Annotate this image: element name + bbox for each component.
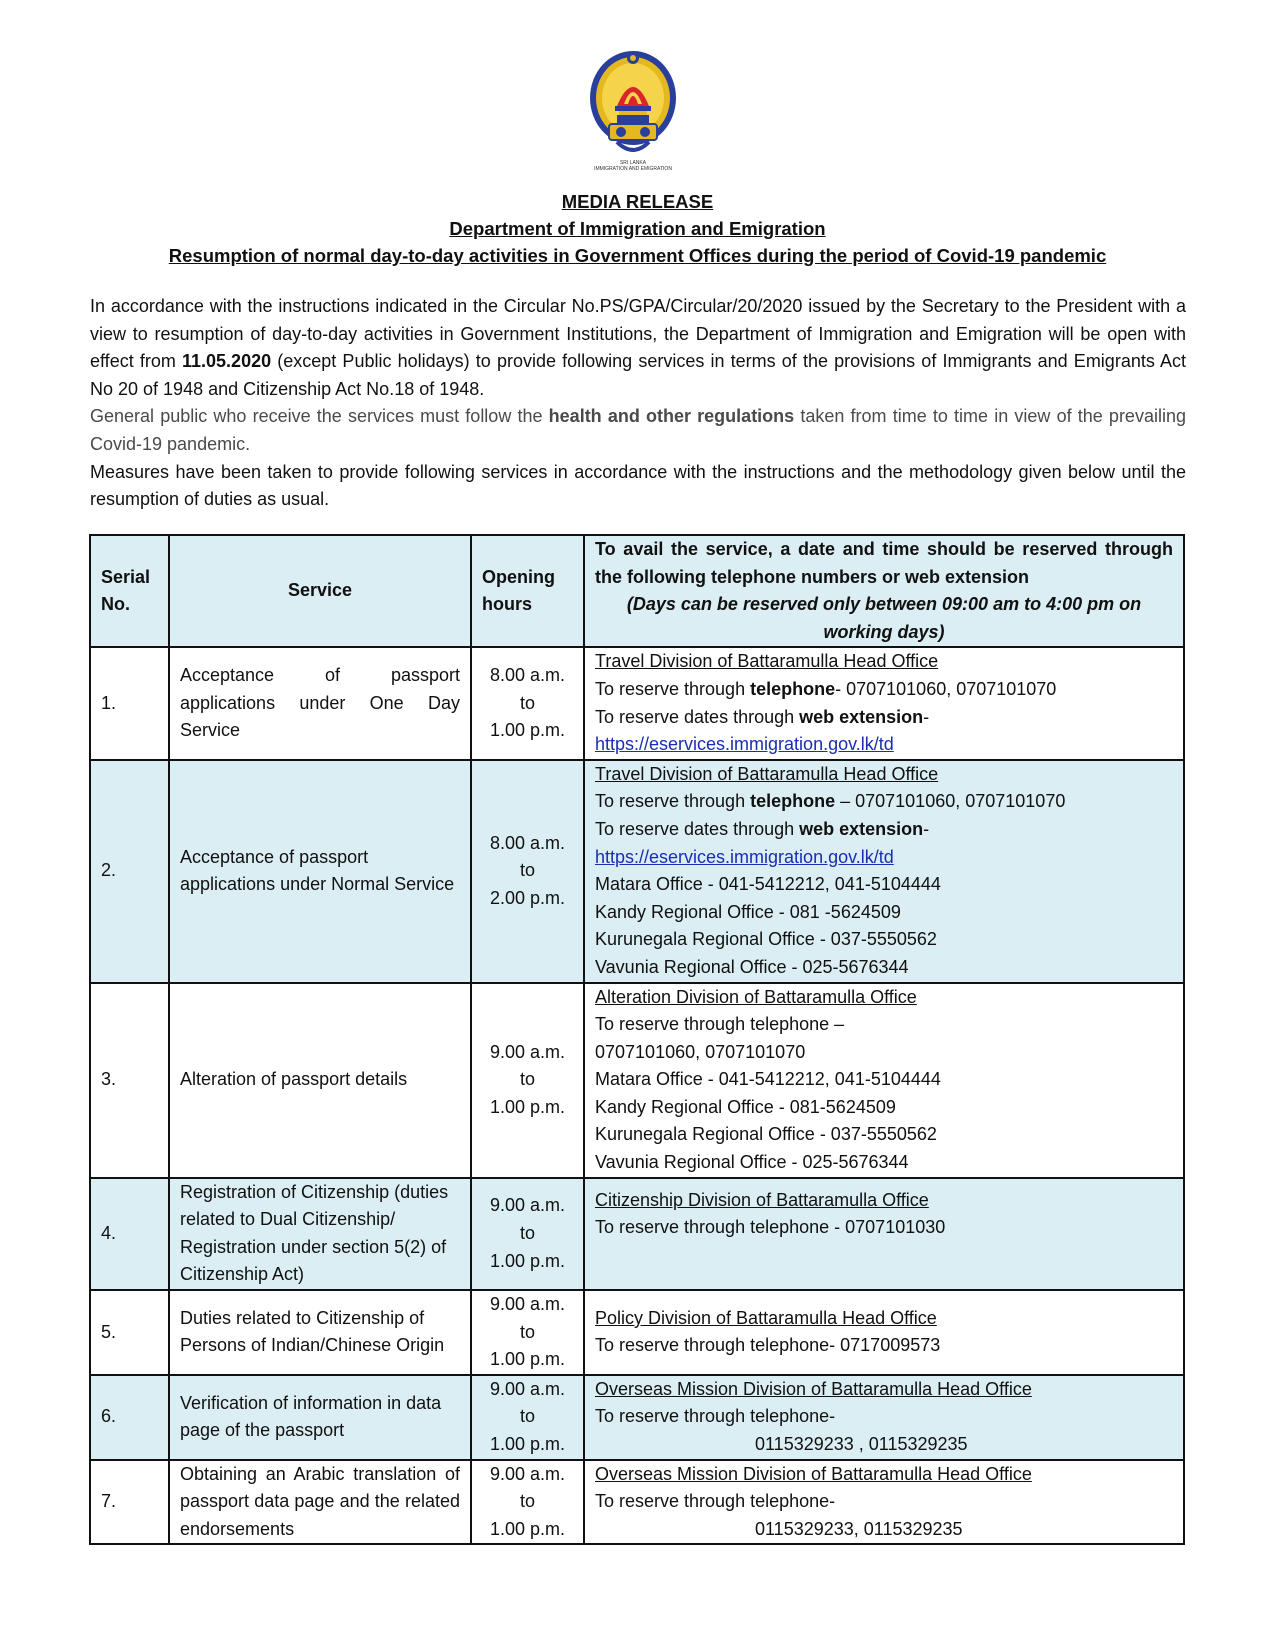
table-row [90, 1290, 1184, 1375]
division-name: Travel Division of Battaramulla Head Office [595, 651, 939, 672]
hours-to: 1.00 p.m. [489, 1096, 566, 1117]
hours-to-word: to [519, 1321, 535, 1342]
intro-p2-part-b: taken from time to time in view of the prevailing Covid-19 pandemic. [90, 406, 1186, 454]
document-title: MEDIA RELEASE [561, 191, 714, 212]
division-name: Travel Division of Battaramulla Head Office [595, 763, 939, 784]
department-name: Department of Immigration and Emigration [449, 218, 826, 239]
intro-paragraph-1 [90, 293, 1186, 403]
hours-from: 9.00 a.m. [489, 1195, 566, 1216]
hours-to-word: to [519, 1069, 535, 1090]
telephone-line [595, 676, 1173, 704]
table-row [90, 1178, 1184, 1290]
hours-to: 1.00 p.m. [489, 720, 566, 741]
intro-paragraph-2 [90, 403, 1186, 458]
reserve-line: 0707101060, 0707101070 [595, 1041, 806, 1062]
reserve-note-a: (Days can be reserved only between [626, 594, 943, 615]
row-serial: 3. [90, 983, 169, 1178]
tel-numbers: – 0707101060, 0707101070 [835, 791, 1066, 812]
row-reservation [584, 1460, 1184, 1545]
row-hours [471, 1375, 584, 1460]
header-reserve-line: To avail the service, a date and time should be reserved through the following telephone numbers or web extension [595, 539, 1173, 587]
reserve-line: To reserve through telephone- 0717009573 [595, 1335, 941, 1356]
row-reservation [584, 760, 1184, 983]
hours-to: 1.00 p.m. [489, 1349, 566, 1370]
hours-to: 1.00 p.m. [489, 1518, 566, 1539]
table-row [90, 1375, 1184, 1460]
hours-to-word: to [519, 692, 535, 713]
intro-paragraph-3: Measures have been taken to provide following services in accordance with the instructions and the methodology given below until the resumption of duties as usual. [90, 461, 1186, 510]
web-prefix: To reserve dates through [595, 706, 800, 727]
table-header-row [90, 535, 1184, 647]
tel-bold: telephone [750, 791, 836, 812]
hours-from: 9.00 a.m. [489, 1463, 566, 1484]
telephone-numbers: 0115329233 , 0115329235 [755, 1434, 968, 1454]
division-name: Citizenship Division of Battaramulla Office [595, 1189, 929, 1210]
seal-caption-line1: SRI LANKA [619, 160, 647, 166]
web-suffix: - [923, 818, 930, 839]
row-hours [471, 1178, 584, 1290]
row-hours [471, 983, 584, 1178]
tel-bold: telephone [750, 678, 836, 699]
reserve-note-b: ) [938, 621, 945, 642]
office-line: Vavunia Regional Office - 025-5676344 [595, 956, 909, 977]
eservices-link[interactable]: https://eservices.immigration.gov.lk/td [595, 846, 894, 867]
office-line: Vavunia Regional Office - 025-5676344 [595, 1152, 909, 1173]
division-name: Alteration Division of Battaramulla Office [595, 986, 917, 1007]
office-line: Kurunegala Regional Office - 037-5550562 [595, 929, 937, 950]
reserve-line: To reserve through telephone – [595, 1014, 845, 1035]
office-line: Matara Office - 041-5412212, 041-5104444 [595, 1069, 941, 1090]
row-service: Registration of Citizenship (duties related to Dual Citizenship/ Registration under section 5(2) of Citizenship Act) [169, 1178, 471, 1290]
seal-emblem-icon [587, 48, 679, 160]
row-reservation [584, 1375, 1184, 1460]
web-line [595, 704, 1173, 732]
seal-caption-line2: IMMIGRATION AND EMIGRATION [594, 166, 672, 172]
document-subject: Resumption of normal day-to-day activities in Government Offices during the period of Covid-19 pandemic [168, 245, 1107, 266]
table-row [90, 760, 1184, 983]
tel-prefix: To reserve through [595, 791, 751, 812]
document-headings [60, 188, 1215, 269]
row-service: Alteration of passport details [169, 983, 471, 1178]
hours-to-word: to [519, 1406, 535, 1427]
row-service: Duties related to Citizenship of Persons of Indian/Chinese Origin [169, 1290, 471, 1375]
row-serial: 7. [90, 1460, 169, 1545]
hours-from: 9.00 a.m. [489, 1378, 566, 1399]
hours-from: 8.00 a.m. [489, 832, 566, 853]
reserve-line: To reserve through telephone - 0707101030 [595, 1217, 946, 1238]
web-suffix: - [923, 706, 930, 727]
hours-to: 1.00 p.m. [489, 1434, 566, 1454]
row-serial: 1. [90, 647, 169, 759]
table-row [90, 1460, 1184, 1545]
row-serial: 6. [90, 1375, 169, 1460]
web-prefix: To reserve dates through [595, 818, 800, 839]
table-row [90, 647, 1184, 759]
hours-to: 1.00 p.m. [489, 1250, 566, 1271]
header-hours: Opening hours [471, 535, 584, 647]
seal-caption [560, 160, 706, 172]
row-reservation [584, 647, 1184, 759]
health-regulations-emphasis: health and other regulations [548, 406, 795, 427]
header-reserve-note [595, 591, 1173, 646]
reserve-line: To reserve through telephone- [595, 1406, 836, 1427]
table-row [90, 983, 1184, 1178]
hours-to: 2.00 p.m. [489, 887, 566, 908]
intro-p1-part-b: (except Public holidays) to provide following services in terms of the provisions of Immigrants and Emigrants Act No 20 of 1948 and Citizenship Act No.18 of 1948. [90, 351, 1186, 399]
intro-text [90, 293, 1186, 514]
web-line [595, 816, 1173, 844]
office-line: Kandy Regional Office - 081-5624509 [595, 1096, 896, 1117]
row-service: Obtaining an Arabic translation of passport data page and the related endorsements [169, 1460, 471, 1545]
row-hours [471, 1460, 584, 1545]
telephone-line [595, 788, 1173, 816]
office-line: Matara Office - 041-5412212, 041-5104444 [595, 874, 941, 895]
hours-from: 9.00 a.m. [489, 1294, 566, 1315]
hours-to-word: to [519, 860, 535, 881]
row-service: Acceptance of passport applications under One Day Service [169, 647, 471, 759]
header-reservation [584, 535, 1184, 647]
tel-numbers: - 0707101060, 0707101070 [835, 678, 1057, 699]
web-bold: web extension [799, 706, 924, 727]
row-service: Verification of information in data page of the passport [169, 1375, 471, 1460]
hours-from: 8.00 a.m. [489, 665, 566, 686]
row-serial: 2. [90, 760, 169, 983]
services-table [89, 534, 1185, 1545]
reserve-note-bold: 09:00 am to 4:00 pm on working days [823, 594, 1142, 642]
intro-p1-part-a: In accordance with the instructions indicated in the Circular No.PS/GPA/Circular/20/2020 issued by the Secretary to the President with a view to resumption of day-to-day activities in Government Institutions, the Department of Immigration and Emigration will be open with effect from [90, 296, 1186, 372]
reserve-line: To reserve through telephone- [595, 1491, 836, 1512]
division-name: Overseas Mission Division of Battaramulla Head Office [595, 1378, 1032, 1399]
effective-date: 11.05.2020 [182, 351, 272, 372]
division-name: Overseas Mission Division of Battaramulla Head Office [595, 1463, 1032, 1484]
eservices-link[interactable]: https://eservices.immigration.gov.lk/td [595, 734, 894, 755]
row-hours [471, 760, 584, 983]
hours-to-word: to [519, 1223, 535, 1244]
row-serial: 4. [90, 1178, 169, 1290]
office-line: Kandy Regional Office - 081 -5624509 [595, 901, 901, 922]
row-reservation [584, 983, 1184, 1178]
header-serial: Serial No. [90, 535, 169, 647]
intro-p2-part-a: General public who receive the services must follow the [90, 406, 549, 427]
row-hours [471, 647, 584, 759]
department-seal [587, 48, 679, 178]
row-hours [471, 1290, 584, 1375]
office-line: Kurunegala Regional Office - 037-5550562 [595, 1124, 937, 1145]
row-reservation [584, 1290, 1184, 1375]
header-service: Service [169, 535, 471, 647]
row-reservation [584, 1178, 1184, 1290]
division-name: Policy Division of Battaramulla Head Office [595, 1307, 937, 1328]
row-serial: 5. [90, 1290, 169, 1375]
hours-to-word: to [519, 1491, 535, 1512]
hours-from: 9.00 a.m. [489, 1041, 566, 1062]
tel-prefix: To reserve through [595, 678, 751, 699]
web-bold: web extension [799, 818, 924, 839]
row-service: Acceptance of passport applications under Normal Service [169, 760, 471, 983]
telephone-numbers: 0115329233, 0115329235 [755, 1518, 963, 1539]
